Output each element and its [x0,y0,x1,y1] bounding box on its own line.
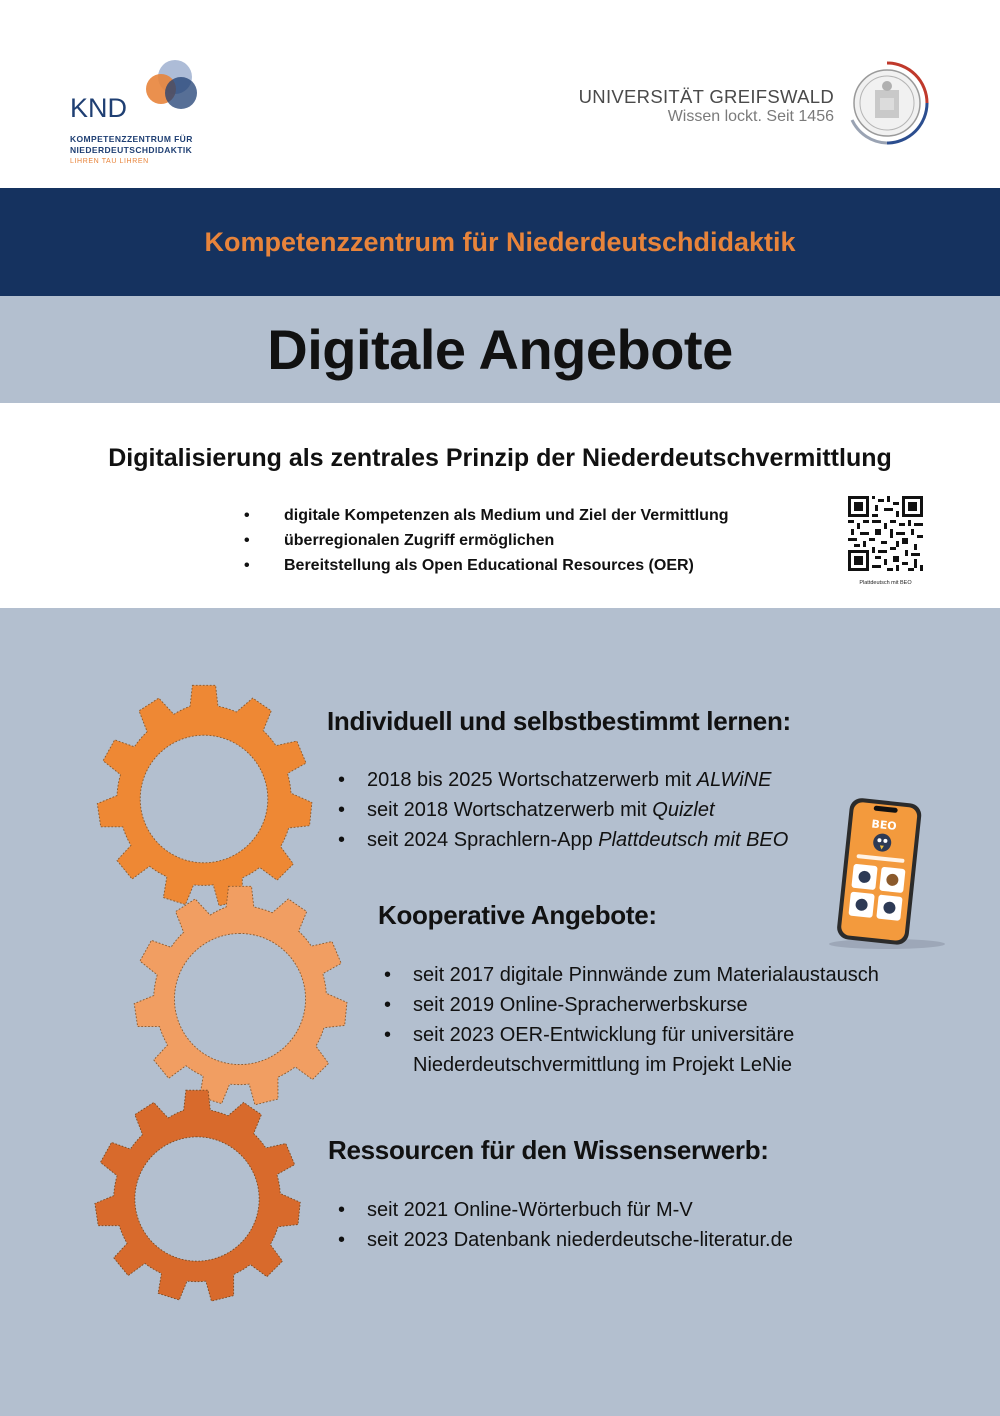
app-name: BEO [870,817,898,833]
university-tagline: Wissen lockt. Seit 1456 [667,108,834,125]
intro-bullet-list [244,503,729,578]
list-item: • seit 2021 Online-Wörterbuch für M-V [330,1195,793,1225]
page-subtitle: Digitalisierung als zentrales Prinzip der Niederdeutschvermittlung [108,444,892,472]
title-banner [0,296,1000,403]
gear-icon [88,683,320,915]
knd-logo [70,55,270,165]
list-item: • 2018 bis 2025 Wortschatzerwerb mit ALWiNE [330,765,788,795]
page-title: Digitale Angebote [267,318,733,381]
list-item: • seit 2019 Online-Spracherwerbskurse [376,990,879,1020]
section-list-individual [330,765,788,855]
gear-icon [86,1088,308,1310]
knd-name-line1: KOMPETENZZENTRUM FÜR [70,134,193,144]
gear-icon [125,884,355,1114]
list-item: • digitale Kompetenzen als Medium und Ziel der Vermittlung [244,503,729,528]
university-name: UNIVERSITÄT GREIFSWALD [578,86,834,107]
list-item: • seit 2024 Sprachlern-App Plattdeutsch mit BEO [330,825,788,855]
section-list-resources [330,1195,793,1255]
knd-name-line2: NIEDERDEUTSCHDIDAKTIK [70,145,193,155]
list-item: • seit 2017 digitale Pinnwände zum Materialaustausch [376,960,879,990]
list-item: • seit 2023 Datenbank niederdeutsche-literatur.de [330,1225,793,1255]
list-item: • seit 2023 OER-Entwicklung für universitäre Niederdeutschvermittlung im Projekt LeNie [376,1020,879,1080]
list-item: • seit 2018 Wortschatzerwerb mit Quizlet [330,795,788,825]
qr-code-icon[interactable] [848,496,923,571]
section-title-individual: Individuell und selbstbestimmt lernen: [327,706,791,736]
section-title-cooperative: Kooperative Angebote: [378,900,657,930]
phone-app-icon [815,798,945,950]
university-logo [578,60,930,160]
university-seal-icon [844,60,930,146]
list-item: • überregionalen Zugriff ermöglichen [244,528,729,553]
knd-motto: LIHREN TAU LIHREN [70,158,149,165]
knd-circles-icon [135,55,205,115]
institute-banner [0,188,1000,296]
section-title-resources: Ressourcen für den Wissenserwerb: [328,1135,769,1165]
institute-title: Kompetenzzentrum für Niederdeutschdidaktik [204,226,796,257]
section-list-cooperative [376,960,879,1080]
knd-abbreviation: KND [70,93,128,123]
list-item: • Bereitstellung als Open Educational Resources (OER) [244,553,729,578]
qr-caption: Plattdeutsch mit BEO [859,580,912,586]
